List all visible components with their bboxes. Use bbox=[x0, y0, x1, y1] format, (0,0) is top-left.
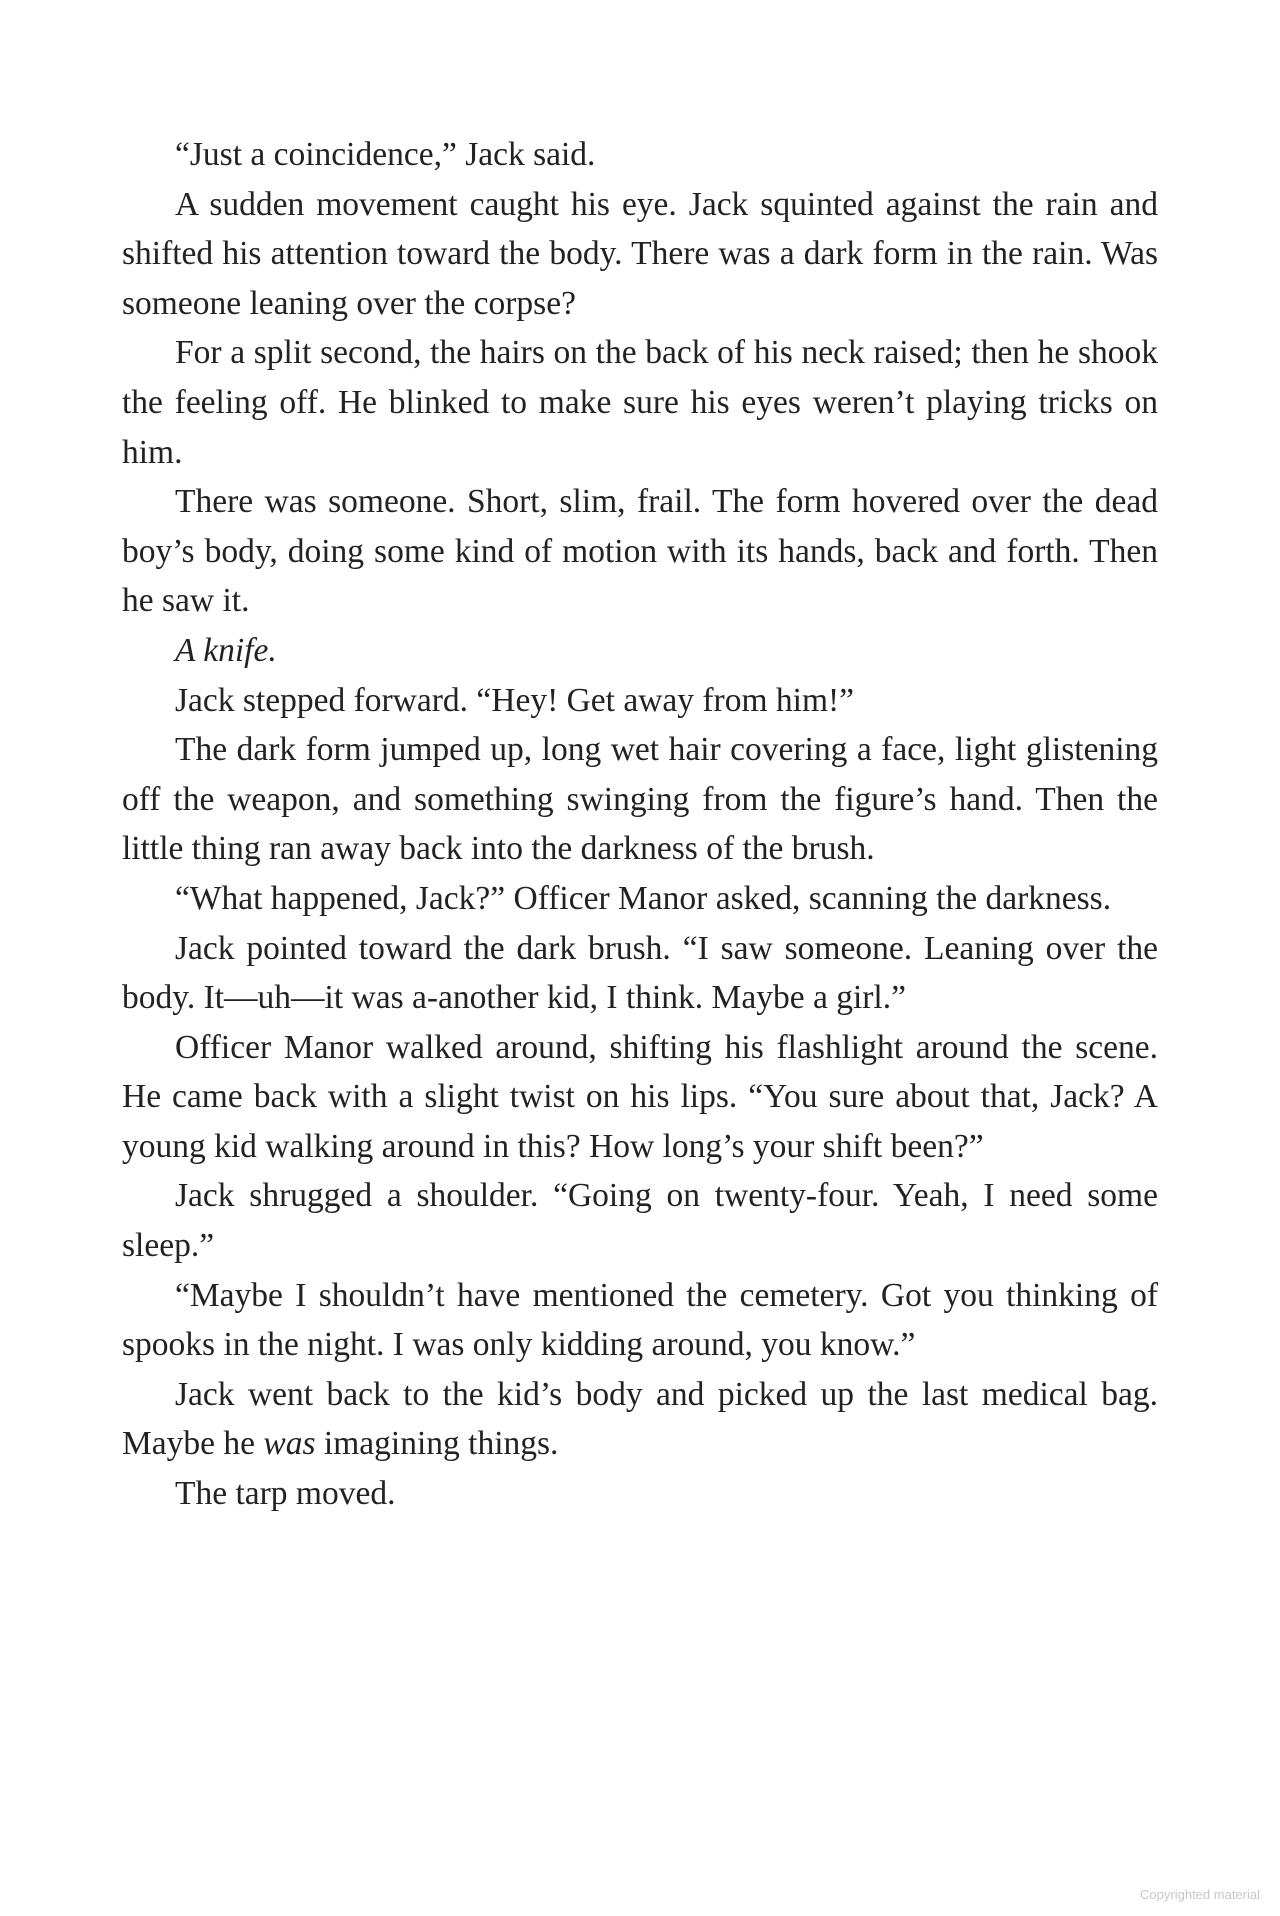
italic-text: was bbox=[263, 1425, 316, 1463]
text-run: “What happened, Jack?” Officer Manor asked, scanning the darkness. bbox=[175, 879, 1112, 917]
paragraph bbox=[122, 477, 1158, 626]
paragraph bbox=[122, 725, 1158, 874]
copyright-watermark: Copyrighted material bbox=[1140, 1887, 1260, 1902]
text-run: The dark form jumped up, long wet hair covering a face, light glistening off the weapon, and something swinging from the figure’s hand. Then the little thing ran away back into the darkness of the brush. bbox=[122, 731, 1158, 868]
paragraph bbox=[122, 328, 1158, 477]
text-run: A sudden movement caught his eye. Jack squinted against the rain and shifted his attention toward the body. There was a dark form in the rain. Was someone leaning over the corpse? bbox=[122, 185, 1158, 322]
book-page-body bbox=[122, 130, 1158, 1519]
paragraph bbox=[122, 1271, 1158, 1370]
text-run: Jack went back to the kid’s body and picked up the last medical bag. Maybe he bbox=[122, 1375, 1158, 1463]
paragraph bbox=[122, 1469, 1158, 1519]
paragraph bbox=[122, 626, 1158, 676]
paragraph bbox=[122, 874, 1158, 924]
text-run: “Maybe I shouldn’t have mentioned the cemetery. Got you thinking of spooks in the night. I was only kidding around, you know.” bbox=[122, 1276, 1158, 1364]
text-run: For a split second, the hairs on the back of his neck raised; then he shook the feeling off. He blinked to make sure his eyes weren’t playing tricks on him. bbox=[122, 334, 1158, 471]
text-run: imagining things. bbox=[315, 1425, 559, 1463]
text-run: Jack pointed toward the dark brush. “I saw someone. Leaning over the body. It—uh—it was a-another kid, I think. Maybe a girl.” bbox=[122, 929, 1158, 1017]
text-run: Jack stepped forward. “Hey! Get away from him!” bbox=[175, 681, 855, 719]
paragraph bbox=[122, 1370, 1158, 1469]
paragraph bbox=[122, 676, 1158, 726]
text-run: “Just a coincidence,” Jack said. bbox=[175, 136, 596, 173]
paragraph bbox=[122, 1023, 1158, 1172]
paragraph bbox=[122, 924, 1158, 1023]
text-run: The tarp moved. bbox=[175, 1475, 396, 1513]
italic-text: A knife. bbox=[175, 631, 277, 669]
text-run: There was someone. Short, slim, frail. The form hovered over the dead boy’s body, doing some kind of motion with its hands, back and forth. Then he saw it. bbox=[122, 483, 1158, 620]
text-run: Officer Manor walked around, shifting his flashlight around the scene. He came back with a slight twist on his lips. “You sure about that, Jack? A young kid walking around in this? How long’s your shift been?” bbox=[122, 1028, 1158, 1165]
paragraph bbox=[122, 1171, 1158, 1270]
paragraph bbox=[122, 180, 1158, 329]
text-run: Jack shrugged a shoulder. “Going on twenty-four. Yeah, I need some sleep.” bbox=[122, 1177, 1158, 1265]
paragraph bbox=[122, 130, 1158, 180]
